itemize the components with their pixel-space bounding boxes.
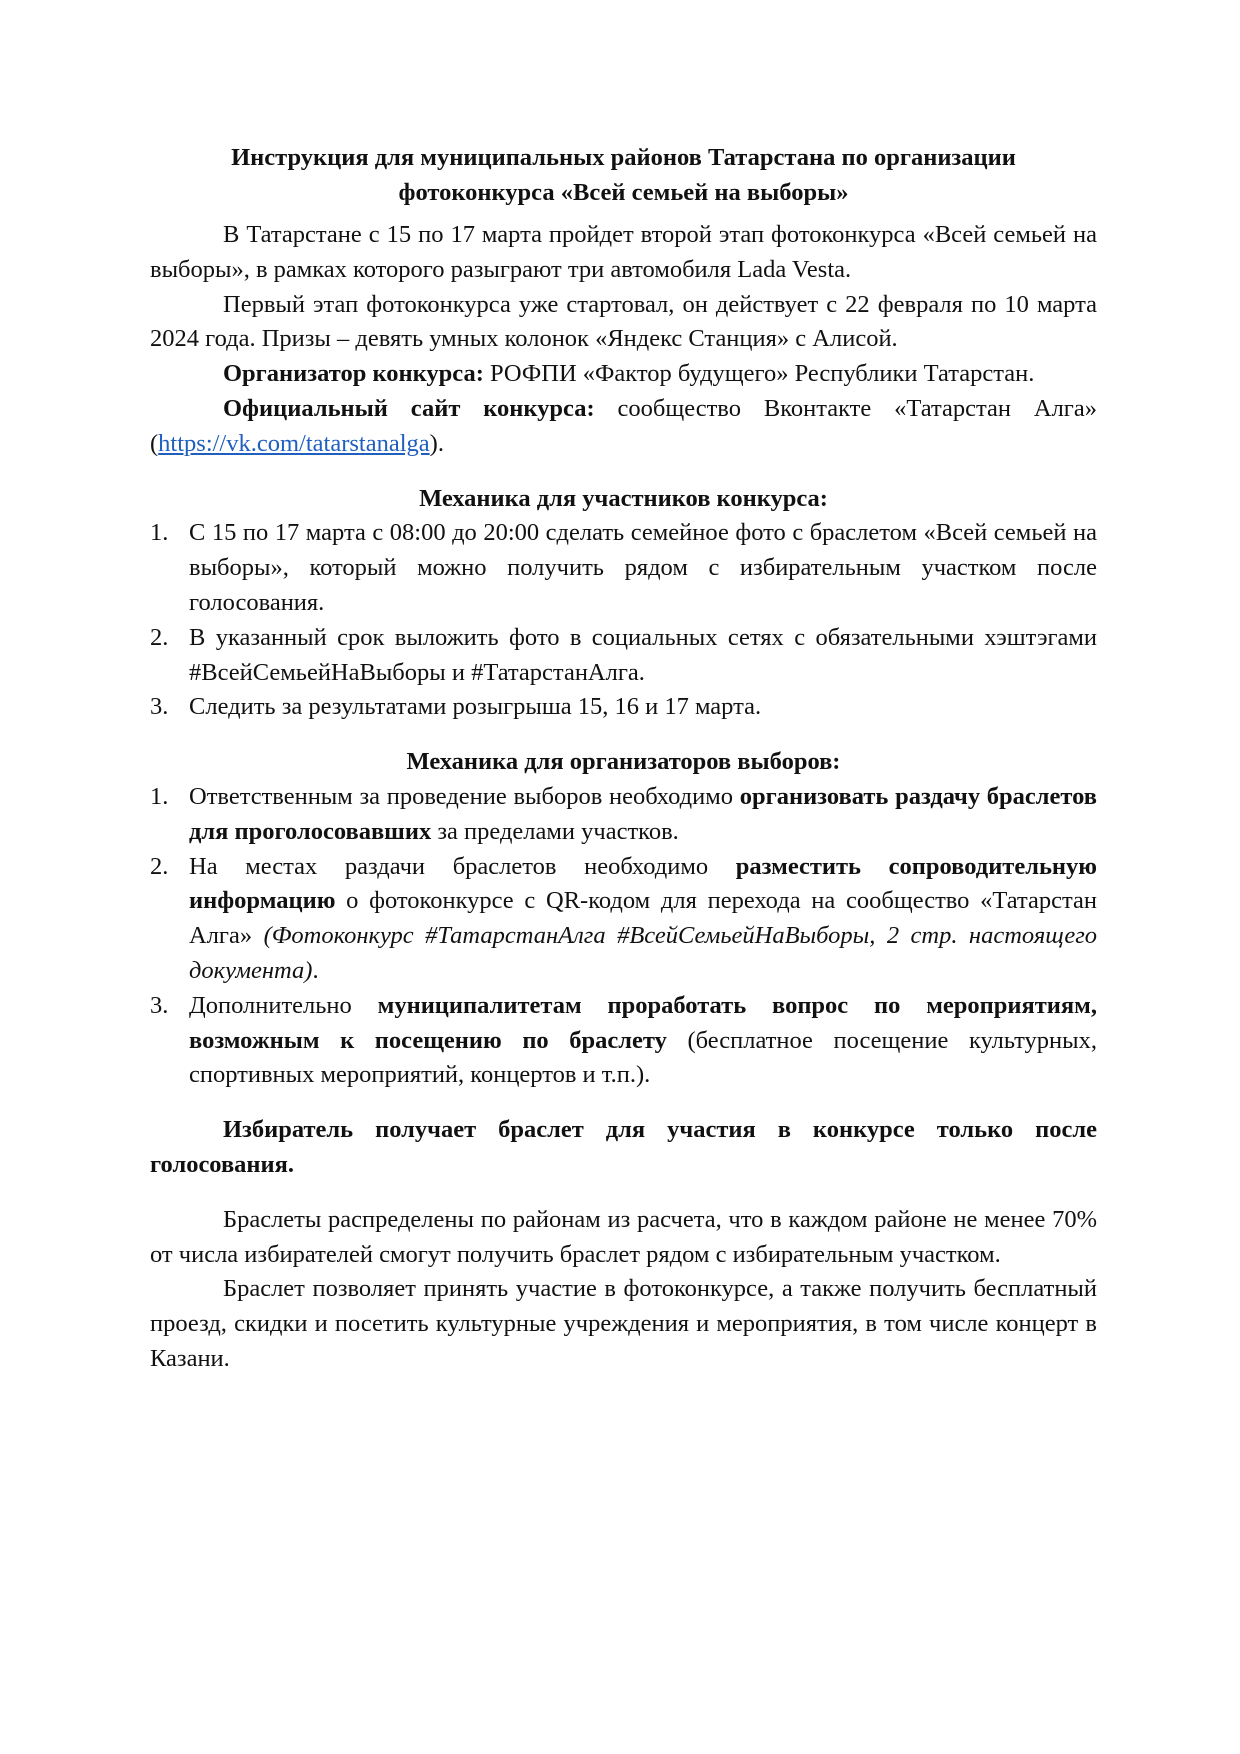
title-line-1: Инструкция для муниципальных районов Татарстана по организации — [231, 144, 1016, 171]
list-item — [150, 989, 1097, 1093]
list-text: Ответственным за проведение выборов необходимо — [189, 782, 740, 810]
closing-paragraph-1: Браслеты распределены по районам из расчета, что в каждом районе не менее 70% от числа избирателей смогут получить браслет рядом с избирательным участком. — [150, 1205, 1097, 1268]
site-close: ). — [429, 429, 444, 457]
list-item — [150, 850, 1097, 989]
organizer-value: РОФПИ «Фактор будущего» Республики Татарстан. — [483, 360, 1035, 388]
organizer-paragraph — [150, 357, 1097, 392]
list-number: 2. — [150, 623, 169, 651]
intro-paragraph-2: Первый этап фотоконкурса уже стартовал, он действует с 22 февраля по 10 марта 2024 года. Призы – девять умных колонок «Яндекс Станция» с Алисой. — [150, 290, 1097, 353]
voter-notice: Избиратель получает браслет для участия в конкурсе только после голосования. — [150, 1116, 1097, 1178]
list-text-italic: (Фотоконкурс #ТатарстанАлга #ВсейСемьейНаВыборы, 2 стр. настоящего документа) — [189, 922, 1098, 984]
vk-community-link[interactable]: https://vk.com/tatarstanalga — [158, 429, 430, 457]
list-item — [150, 780, 1097, 850]
list-item — [150, 516, 1097, 620]
participants-list — [150, 516, 1097, 725]
list-text-bold: организовать раздачу браслетов для проголосовавших — [189, 782, 1098, 845]
title-line-2: фотоконкурса «Всей семьей на выборы» — [398, 179, 849, 206]
list-number: 2. — [150, 852, 169, 880]
list-number: 1. — [150, 519, 169, 547]
site-value: сообщество Вконтакте «Татарстан Алга» — [594, 394, 1097, 422]
list-text: С 15 по 17 марта с 08:00 до 20:00 сделать семейное фото с браслетом «Всей семьей на выборы», который можно получить рядом с избирательным участком после голосования. — [189, 519, 1097, 616]
list-number: 3. — [150, 991, 169, 1019]
list-text-bold: разместить сопроводительную информацию — [189, 852, 1098, 915]
list-number: 3. — [150, 693, 169, 721]
document-title — [150, 140, 1097, 210]
document-page — [150, 140, 1097, 1377]
list-text: На местах раздачи браслетов необходимо — [189, 852, 736, 880]
participants-heading: Механика для участников конкурса: — [419, 484, 828, 512]
organizer-label: Организатор конкурса: — [223, 360, 484, 388]
list-text: В указанный срок выложить фото в социальных сетях с обязательными хэштэгами #ВсейСемьейНаВыборы и #ТатарстанАлга. — [189, 623, 1097, 686]
closing-paragraph-2: Браслет позволяет принять участие в фотоконкурсе, а также получить бесплатный проезд, скидки и посетить культурные учреждения и мероприятия, в том числе концерт в Казани. — [150, 1275, 1097, 1372]
intro-paragraph-1: В Татарстане с 15 по 17 марта пройдет второй этап фотоконкурса «Всей семьей на выборы», в рамках которого разыграют три автомобиля Lada Vesta. — [150, 221, 1097, 283]
list-text: за пределами участков. — [431, 817, 679, 845]
list-text: . — [312, 956, 319, 984]
organizers-list — [150, 780, 1097, 1093]
list-text: Следить за результатами розыгрыша 15, 16 и 17 марта. — [189, 693, 762, 721]
site-open-paren: ( — [150, 429, 159, 457]
list-number: 1. — [150, 782, 169, 810]
site-paragraph — [150, 392, 1097, 462]
list-item — [150, 621, 1097, 691]
list-text: Дополнительно — [189, 991, 378, 1019]
list-text-bold: муниципалитетам проработать вопрос по мероприятиям, возможным к посещению по браслету — [189, 991, 1097, 1054]
list-text: (бесплатное посещение культурных, спортивных мероприятий, концертов и т.п.). — [189, 1026, 1097, 1089]
site-label: Официальный сайт конкурса: — [223, 394, 595, 422]
list-item — [150, 690, 1097, 725]
list-text: о фотоконкурсе с QR-кодом для перехода на сообщество «Татарстан Алга» — [189, 887, 1097, 950]
organizers-heading: Механика для организаторов выборов: — [406, 748, 841, 776]
